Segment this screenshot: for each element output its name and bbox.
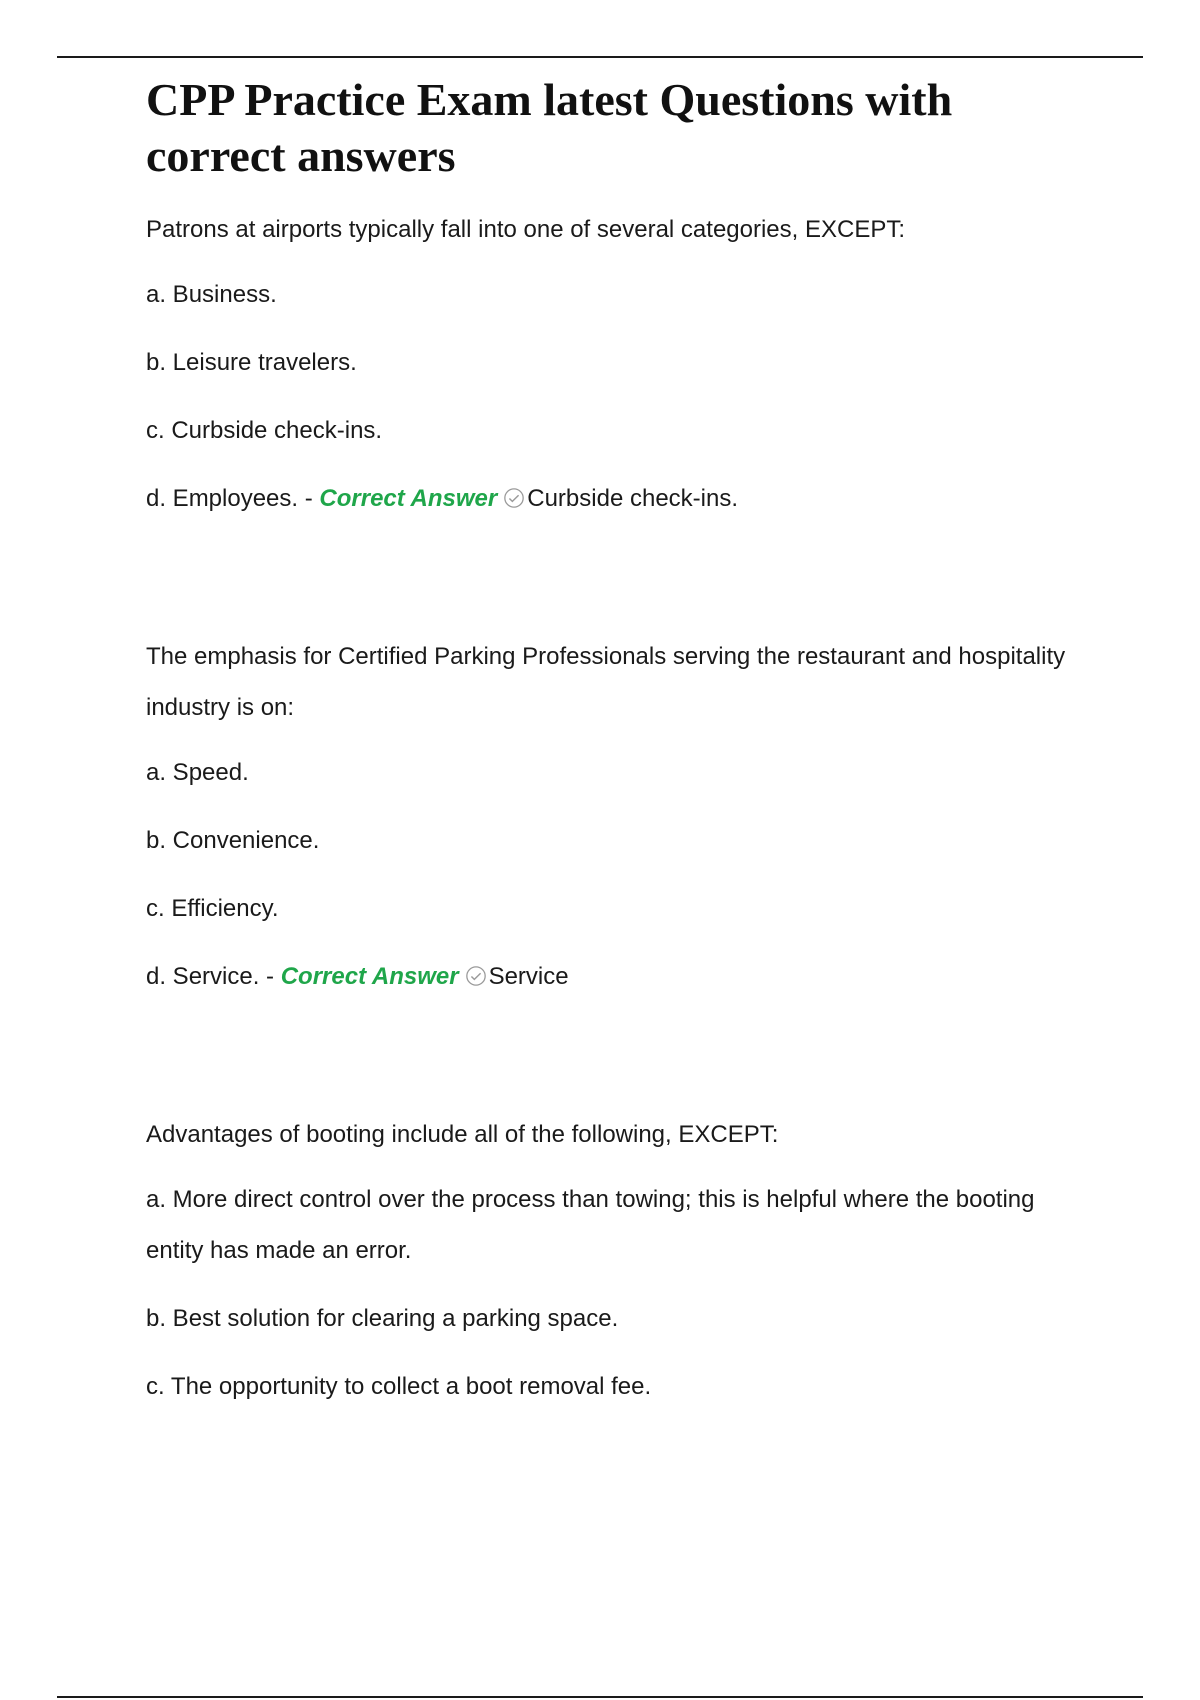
option-1d: d. Employees. - — [146, 485, 313, 512]
option-1a: a. Business. — [146, 281, 277, 308]
option-3b: b. Best solution for clearing a parking space. — [146, 1305, 619, 1332]
page-title: CPP Practice Exam latest Questions with correct answers — [146, 74, 953, 181]
answer-text-2: Service — [488, 963, 569, 990]
option-1d-with-answer — [146, 473, 1066, 524]
option-1c: c. Curbside check-ins. — [146, 417, 383, 444]
check-circle-icon — [503, 487, 525, 509]
option-2c: c. Efficiency. — [146, 895, 279, 922]
answer-text-1: Curbside check-ins. — [527, 485, 738, 512]
bottom-rule — [57, 1696, 1143, 1698]
option-2b: b. Convenience. — [146, 827, 320, 854]
option-2d: d. Service. - — [146, 963, 275, 990]
question-3: Advantages of booting include all of the following, EXCEPT: — [146, 1121, 779, 1148]
spacer — [146, 1019, 1066, 1089]
correct-answer-label: Correct Answer — [280, 963, 459, 990]
option-3c: c. The opportunity to collect a boot removal fee. — [146, 1373, 652, 1400]
question-2: The emphasis for Certified Parking Professionals serving the restaurant and hospitality industry is on: — [146, 643, 1066, 721]
option-2d-with-answer — [146, 951, 1066, 1002]
option-2a: a. Speed. — [146, 759, 249, 786]
question-1: Patrons at airports typically fall into one of several categories, EXCEPT: — [146, 216, 906, 243]
option-3a: a. More direct control over the process than towing; this is helpful where the booting entity has made an error. — [146, 1186, 1035, 1264]
correct-answer-label: Correct Answer — [319, 485, 498, 512]
check-circle-icon — [465, 965, 487, 987]
top-rule — [57, 56, 1143, 58]
option-1b: b. Leisure travelers. — [146, 349, 357, 376]
spacer — [146, 541, 1066, 611]
document-body — [146, 72, 1066, 1429]
